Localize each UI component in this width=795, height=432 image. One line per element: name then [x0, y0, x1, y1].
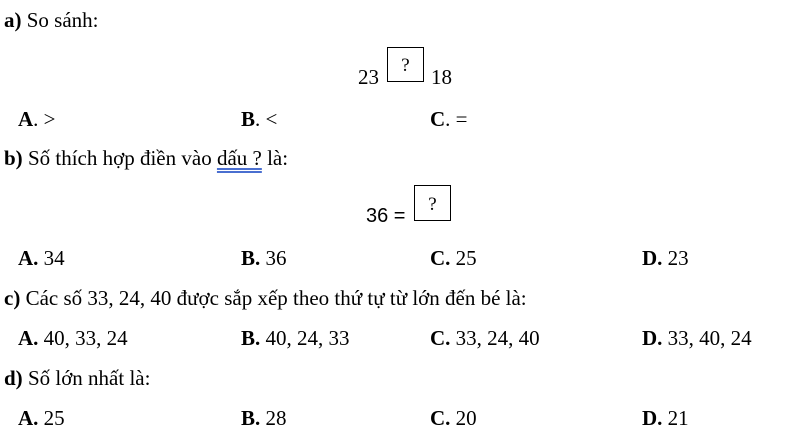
option-b-A[interactable]	[18, 248, 65, 269]
option-letter: A.	[18, 326, 39, 350]
option-letter: A.	[18, 406, 39, 430]
option-letter: B.	[241, 326, 261, 350]
question-a-prefix: a)	[4, 8, 22, 32]
option-c-A[interactable]	[18, 328, 128, 349]
answer-box-a-mark: ?	[401, 55, 410, 76]
option-d-D[interactable]	[642, 408, 689, 429]
question-c-text: Các số 33, 24, 40 được sắp xếp theo thứ tự từ lớn đến bé là:	[25, 286, 527, 310]
question-b-heading	[4, 148, 288, 169]
option-text: . >	[33, 107, 56, 131]
option-text: 21	[667, 406, 689, 430]
expr-a-left: 23	[358, 65, 379, 89]
question-c-heading	[4, 288, 527, 309]
question-d-prefix: d)	[4, 366, 23, 390]
option-letter: A.	[18, 246, 39, 270]
option-letter: B	[241, 107, 256, 131]
answer-box-a[interactable]	[387, 47, 424, 82]
option-b-B[interactable]	[241, 248, 287, 269]
option-text: 33, 24, 40	[455, 326, 540, 350]
option-letter: C.	[430, 246, 451, 270]
option-a-B[interactable]	[241, 109, 277, 130]
expr-a-right: 18	[431, 65, 452, 89]
expr-b-left: 36 =	[366, 205, 406, 227]
option-a-C[interactable]	[430, 109, 468, 130]
option-letter: D.	[642, 246, 663, 270]
question-b-underlined: dấu ?	[216, 146, 262, 170]
option-letter: C	[430, 107, 446, 131]
option-text: 40, 24, 33	[265, 326, 350, 350]
question-a-heading	[4, 10, 99, 31]
option-text: 40, 33, 24	[43, 326, 128, 350]
question-a-text: So sánh:	[26, 8, 99, 32]
option-d-B[interactable]	[241, 408, 287, 429]
option-letter: D.	[642, 406, 663, 430]
option-b-D[interactable]	[642, 248, 689, 269]
question-d-heading	[4, 368, 150, 389]
option-c-B[interactable]	[241, 328, 350, 349]
question-b-prefix: b)	[4, 146, 23, 170]
answer-box-b[interactable]	[414, 185, 451, 221]
question-c-prefix: c)	[4, 286, 21, 310]
option-d-C[interactable]	[430, 408, 477, 429]
option-text: 33, 40, 24	[667, 326, 752, 350]
question-d-text: Số lớn nhất là:	[27, 366, 151, 390]
question-b-text-before: Số thích hợp điền vào	[27, 146, 212, 170]
option-text: 23	[667, 246, 689, 270]
option-c-C[interactable]	[430, 328, 540, 349]
option-letter: A	[18, 107, 34, 131]
option-d-A[interactable]	[18, 408, 65, 429]
option-text: 25	[43, 406, 65, 430]
option-letter: C.	[430, 406, 451, 430]
option-c-D[interactable]	[642, 328, 752, 349]
option-letter: B.	[241, 406, 261, 430]
option-text: 25	[455, 246, 477, 270]
question-b-text-after: là:	[267, 146, 289, 170]
option-letter: C.	[430, 326, 451, 350]
answer-box-b-mark: ?	[428, 194, 437, 215]
option-letter: B.	[241, 246, 261, 270]
option-text: 34	[43, 246, 65, 270]
option-text: 36	[265, 246, 287, 270]
option-a-A[interactable]	[18, 109, 56, 130]
option-text: 28	[265, 406, 287, 430]
option-text: . <	[255, 107, 278, 131]
option-text: 20	[455, 406, 477, 430]
option-b-C[interactable]	[430, 248, 477, 269]
option-letter: D.	[642, 326, 663, 350]
option-text: . =	[445, 107, 468, 131]
